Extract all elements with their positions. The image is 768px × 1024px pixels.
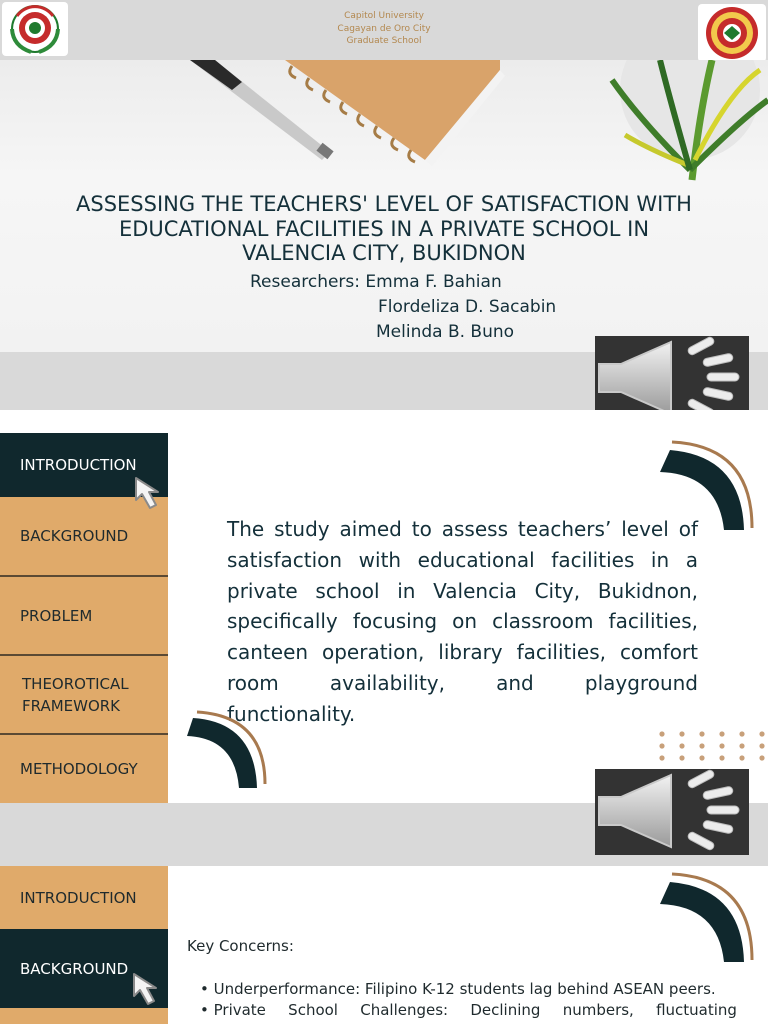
nav-methodology[interactable]	[0, 735, 168, 803]
nav-theoretical-framework-label	[22, 673, 129, 717]
researcher-2: Flordeliza D. Sacabin	[378, 297, 557, 317]
title-line-1: ASSESSING THE TEACHERS' LEVEL OF SATISFACTION WITH	[76, 192, 692, 216]
university-city: Cagayan de Oro City	[337, 23, 431, 34]
nav-problem[interactable]	[0, 577, 168, 654]
cursor-arrow-icon	[128, 472, 170, 512]
nav-background-label: BACKGROUND	[20, 527, 129, 545]
title-slide	[0, 0, 768, 352]
nav-theoretical-line-1: THEOROTICAL	[22, 674, 129, 693]
title-line-3: VALENCIA CITY, BUKIDNON	[242, 241, 526, 265]
nav-theoretical-framework[interactable]	[0, 656, 168, 733]
bullet-word: fluctuating	[656, 1001, 737, 1019]
title-line-2: EDUCATIONAL FACILITIES IN A PRIVATE SCHOOL IN	[118, 216, 650, 241]
bullet-private-school-challenges	[200, 1001, 737, 1019]
arc-decoration-icon	[187, 710, 267, 788]
cursor-arrow-icon	[126, 968, 168, 1008]
nav-introduction-label: INTRODUCTION	[20, 456, 137, 474]
capitol-university-seal	[698, 4, 766, 62]
university-header-text	[300, 10, 468, 48]
presentation-title	[20, 192, 748, 266]
nav-theoretical-line-2: FRAMEWORK	[22, 696, 121, 715]
bullet-word: School	[288, 1001, 338, 1019]
key-concerns-label: Key Concerns:	[187, 937, 294, 955]
arc-decoration-icon	[660, 440, 754, 530]
audio-speaker-button[interactable]	[595, 769, 749, 855]
university-name: Capitol University	[344, 11, 424, 21]
bullet-word: numbers,	[562, 1001, 634, 1019]
plant-illustration	[612, 60, 768, 180]
bullet-underperformance: • Underperformance: Filipino K-12 students lag behind ASEAN peers.	[200, 980, 716, 998]
graduate-school-logo	[2, 2, 68, 56]
nav-problem[interactable]	[0, 1008, 168, 1024]
nav-problem-label: PROBLEM	[20, 606, 93, 625]
nav-introduction[interactable]	[0, 866, 168, 929]
dot-pattern-decoration	[658, 730, 768, 770]
bullet-word: Challenges:	[360, 1001, 449, 1019]
bullet-word: Declining	[470, 1001, 541, 1019]
speaker-icon	[595, 769, 749, 855]
nav-introduction-label: INTRODUCTION	[20, 888, 137, 907]
introduction-body-text: The study aimed to assess teachers’ level of satisfaction with educational facilities in a private school in Valencia City, Bukidnon, specifically focusing on classroom facilities, canteen operation, library facilities, comfort room availability, and playground functionality.	[227, 517, 698, 726]
researcher-3: Melinda B. Buno	[376, 322, 515, 342]
researchers-line: Researchers: Emma F. Bahian	[250, 272, 502, 292]
school-name: Graduate School	[346, 36, 422, 46]
bullet-word: • Private	[200, 1001, 266, 1019]
nav-methodology-label: METHODOLOGY	[20, 760, 138, 778]
nav-background-label: BACKGROUND	[20, 959, 129, 978]
arc-decoration-icon	[660, 872, 754, 962]
